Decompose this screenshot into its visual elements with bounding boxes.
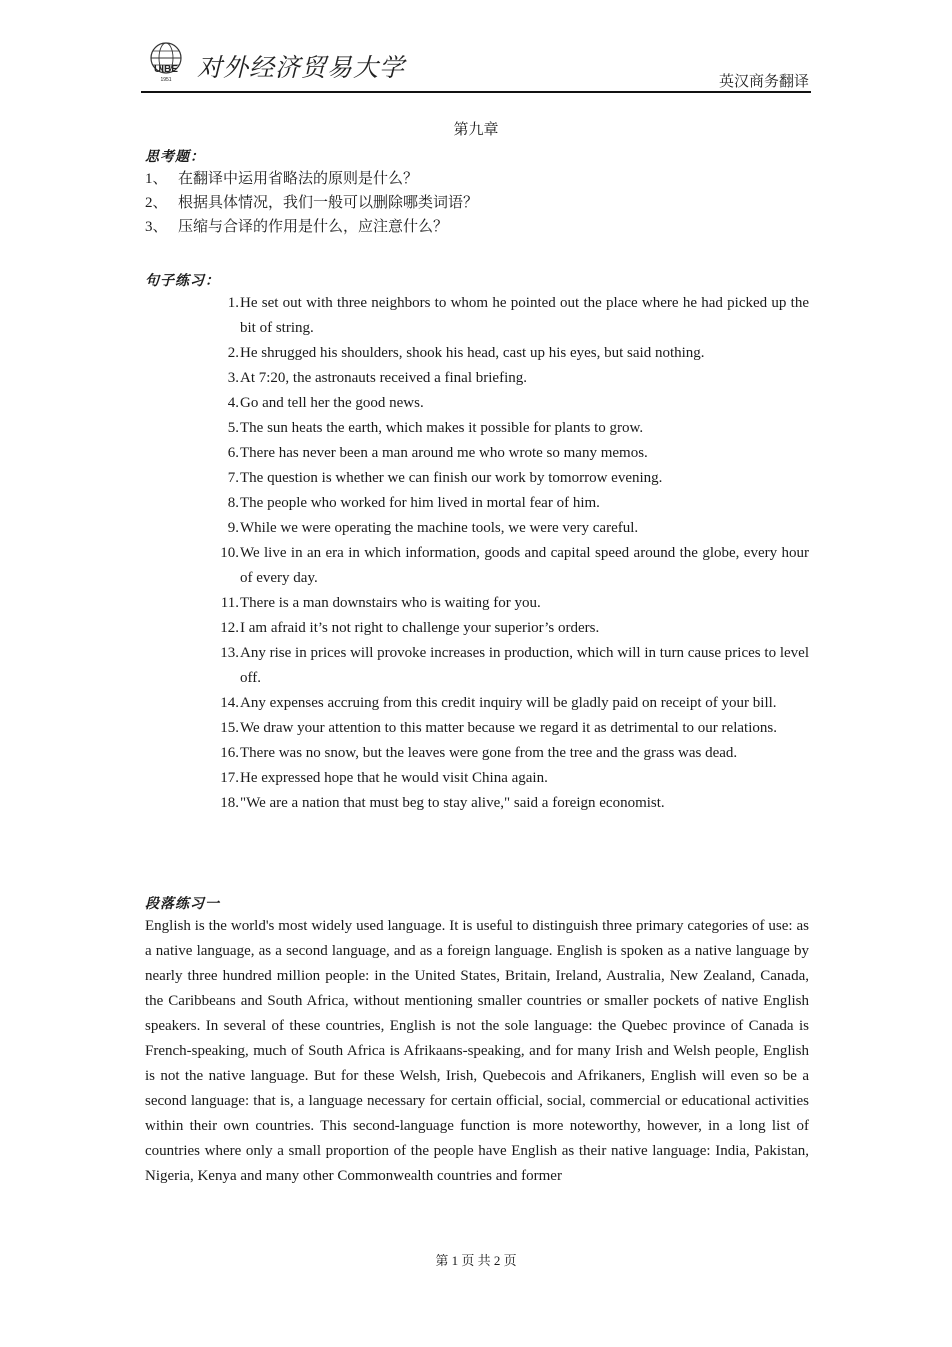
sentence-text: There has never been a man around me who wrote so many memos. [240, 445, 648, 461]
question-text: 在翻译中运用省略法的原则是什么？ [178, 171, 419, 187]
sentence-number: 16. [220, 745, 239, 761]
sentence-text: He set out with three neighbors to whom he pointed out the place where he had picked up the bit of string. [240, 295, 809, 336]
sentence-number: 7. [227, 470, 239, 486]
question-item [145, 167, 418, 191]
sentence-item [204, 416, 809, 441]
sentence-number: 18. [220, 795, 239, 811]
sentence-text: The people who worked for him lived in mortal fear of him. [240, 495, 600, 511]
sentence-number: 4. [227, 395, 239, 411]
sentence-number: 2. [227, 345, 239, 361]
sentence-text: Any expenses accruing from this credit inquiry will be gladly paid on receipt of your bill. [240, 695, 777, 711]
sentence-number: 15. [220, 720, 239, 736]
university-logo [143, 40, 189, 84]
questions-heading: 思考题： [145, 149, 205, 165]
sentence-item [204, 466, 809, 491]
sentence-item [204, 716, 809, 741]
chapter-title: 第九章 [453, 122, 499, 138]
page-number: 第 1 页 共 2 页 [435, 1253, 517, 1268]
sentence-text: The sun heats the earth, which makes it possible for plants to grow. [240, 420, 644, 436]
sentence-number: 9. [227, 520, 239, 536]
sentence-item [204, 291, 809, 341]
sentence-item [204, 766, 809, 791]
sentence-text: Any rise in prices will provoke increases in production, which will in turn cause prices to level off. [240, 645, 809, 686]
question-text: 压缩与合译的作用是什么，应注意什么？ [178, 219, 449, 235]
sentence-text: We live in an era in which information, goods and capital speed around the globe, every hour of every day. [240, 545, 809, 586]
question-number: 2、 [145, 195, 168, 211]
sentence-text: He shrugged his shoulders, shook his head, cast up his eyes, but said nothing. [240, 345, 705, 361]
sentence-list [204, 291, 809, 816]
sentence-item [204, 341, 809, 366]
question-number: 1、 [145, 171, 168, 187]
question-text: 根据具体情况，我们一般可以删除哪类词语？ [178, 195, 479, 211]
question-number: 3、 [145, 219, 168, 235]
sentence-item [204, 391, 809, 416]
sentence-text: We draw your attention to this matter because we regard it as detrimental to our relations. [240, 720, 777, 736]
sentence-text: While we were operating the machine tools, we were very careful. [240, 520, 639, 536]
sentence-item [204, 741, 809, 766]
sentence-number: 1. [227, 295, 239, 311]
university-name-calligraphy: 对外经济贸易大学 [197, 53, 406, 82]
sentence-number: 12. [220, 620, 239, 636]
sentence-item [204, 641, 809, 691]
sentence-number: 5. [227, 420, 239, 436]
paragraph-practice-heading: 段落练习一 [145, 896, 220, 912]
practice-paragraph: English is the world's most widely used language. It is useful to distinguish three primary categories of use: as a native language, as a second language, and as a foreign language. English is spoken as a native language by nearly three hundred million people: in the United States, Britain, Ireland, Australia, New Zealand, Canada, the Caribbeans and South Africa, without mentioning smaller countries or smaller pockets of native English speakers. In several of these countries, English is not the sole language: the Quebec province of Canada is French-speaking, much of South Africa is Afrikaans-speaking, and for many Irish and Welsh people, English is not the native language. But for these Welsh, Irish, Quebecois and Afrikaners, English will even so be a second language: that is, a language necessary for certain official, social, commercial or educational activities within their own countries. This second-language function is more noteworthy, however, in a long list of countries where only a small proportion of the people have English as their native language: India, Pakistan, Nigeria, Kenya and many other Commonwealth countries and former [145, 918, 809, 1184]
svg-text:UIBE: UIBE [154, 64, 178, 75]
sentence-number: 14. [220, 695, 239, 711]
sentence-item [204, 541, 809, 591]
sentence-text: There is a man downstairs who is waiting for you. [240, 595, 541, 611]
question-item [145, 215, 448, 239]
question-item [145, 191, 478, 215]
sentence-item [204, 441, 809, 466]
header-rule [141, 91, 811, 93]
sentence-number: 10. [220, 545, 239, 561]
sentence-item [204, 591, 809, 616]
sentence-item [204, 491, 809, 516]
page-header [141, 38, 811, 92]
sentence-practice-heading: 句子练习： [145, 273, 220, 289]
sentence-text: He expressed hope that he would visit China again. [240, 770, 548, 786]
sentence-text: Go and tell her the good news. [240, 395, 424, 411]
sentence-number: 13. [220, 645, 239, 661]
sentence-text: The question is whether we can finish our work by tomorrow evening. [240, 470, 663, 486]
sentence-number: 17. [220, 770, 239, 786]
sentence-number: 6. [227, 445, 239, 461]
sentence-text: There was no snow, but the leaves were gone from the tree and the grass was dead. [240, 745, 738, 761]
sentence-item [204, 516, 809, 541]
sentence-text: I am afraid it’s not right to challenge your superior’s orders. [240, 620, 600, 636]
course-title: 英汉商务翻译 [718, 72, 809, 90]
sentence-item [204, 791, 809, 816]
svg-text:1951: 1951 [160, 77, 172, 83]
sentence-item [204, 691, 809, 716]
sentence-text: At 7:20, the astronauts received a final briefing. [240, 370, 527, 386]
sentence-number: 8. [227, 495, 239, 511]
sentence-item [204, 616, 809, 641]
sentence-text: "We are a nation that must beg to stay alive," said a foreign economist. [240, 795, 665, 811]
sentence-number: 11. [220, 595, 239, 611]
sentence-number: 3. [227, 370, 239, 386]
sentence-item [204, 366, 809, 391]
